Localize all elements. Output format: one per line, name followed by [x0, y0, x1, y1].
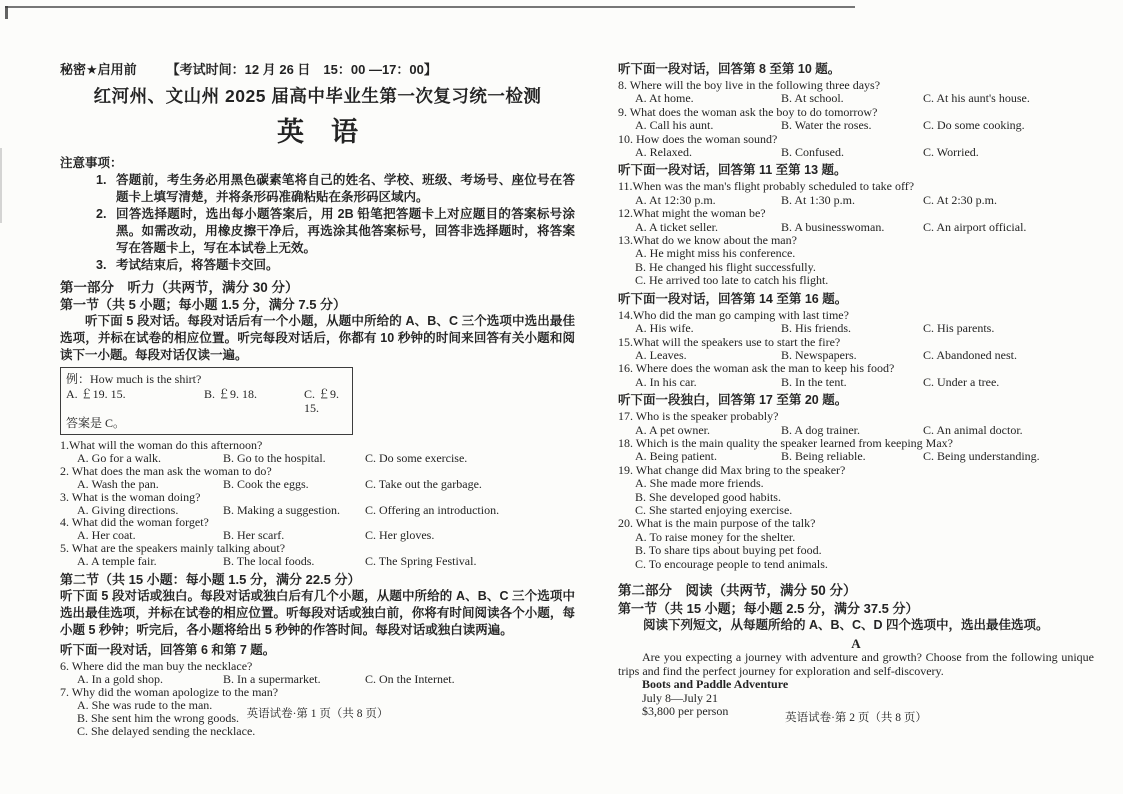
option: A. At 12:30 p.m. — [635, 192, 716, 207]
notice-item-3 — [96, 257, 575, 274]
option: B. In the tent. — [781, 374, 847, 389]
question — [60, 516, 575, 542]
option: A. To raise money for the shelter. — [635, 529, 796, 544]
dialog-instruction: 听下面一段独白，回答第 17 至第 20 题。 — [618, 393, 848, 408]
option: A. Call his aunt. — [635, 118, 714, 133]
question-options — [635, 477, 1094, 517]
part1-section1-instructions: 听下面 5 段对话。每段对话后有一个小题，从题中所给的 A、B、C 三个选项中选出最佳选项，并标在试卷的相应位置。听完每段对话后，你都有 10 秒钟的时间来回答有关小题和阅读下一小题。每段对话仅读一遍。 — [60, 314, 575, 362]
trip-dates: July 8—July 21 — [642, 690, 719, 705]
option: B. At 1:30 p.m. — [781, 192, 856, 207]
question-text: 14.Who did the man go camping with last time? — [618, 307, 849, 322]
option: B. She sent him the wrong goods. — [77, 710, 239, 725]
question-text: 10. How does the woman sound? — [618, 131, 778, 146]
notice-item-1 — [96, 172, 575, 206]
option: A. In his car. — [635, 374, 697, 389]
notice-item-text: 回答选择题时，选出每小题答案后，用 2B 铅笔把答题卡上对应题目的答案标号涂黑。如需改动，用橡皮擦干净后，再选涂其他答案标号，回答非选择题时，将答案写在答题卡上，写在本试卷上无效。 — [116, 207, 575, 255]
page-1 — [60, 62, 575, 738]
option: A. Her coat. — [77, 528, 136, 543]
option: C. Take out the garbage. — [365, 476, 482, 491]
option: A. She was rude to the man. — [77, 697, 213, 712]
notice-item-number: 3. — [96, 258, 107, 272]
question-options — [635, 92, 1094, 105]
question-text: 11.When was the man's flight probably scheduled to take off? — [618, 179, 915, 194]
option: A. A temple fair. — [77, 554, 157, 569]
option: C. Being understanding. — [923, 449, 1040, 464]
question-options — [635, 424, 1094, 437]
option: A. Being patient. — [635, 449, 717, 464]
question-text: 2. What does the man ask the woman to do? — [60, 463, 272, 478]
questions-1-5 — [60, 439, 575, 568]
option: B. Her scarf. — [223, 528, 285, 543]
option: C. At his aunt's house. — [923, 91, 1030, 106]
example-answer: 答案是 C。 — [66, 415, 126, 430]
option: B. To share tips about buying pet food. — [635, 543, 822, 558]
option: B. Newspapers. — [781, 347, 857, 362]
question — [60, 660, 575, 686]
question — [60, 465, 575, 491]
option: B. Being reliable. — [781, 449, 866, 464]
example-option-a: A. ￡19. 15. — [66, 386, 126, 401]
part2-instructions: 阅读下列短文，从每题所给的 A、B、C、D 四个选项中，选出最佳选项。 — [643, 618, 1049, 632]
question-options — [635, 376, 1094, 389]
option: B. In a supermarket. — [223, 671, 321, 686]
option: C. Do some exercise. — [365, 450, 468, 465]
option: A. Giving directions. — [77, 502, 179, 517]
listening-groups — [618, 62, 1094, 571]
question-options — [635, 531, 1094, 571]
question-options — [77, 673, 575, 686]
question — [618, 133, 1094, 160]
option: B. She developed good habits. — [635, 489, 781, 504]
question — [618, 180, 1094, 207]
option: C. The Spring Festival. — [365, 554, 477, 569]
question — [60, 439, 575, 465]
example-box — [60, 367, 353, 435]
security-label: 秘密★启用前 — [60, 62, 137, 77]
question — [60, 542, 575, 568]
scan-artifact-top-line — [5, 6, 855, 8]
question-text: 4. What did the woman forget? — [60, 515, 209, 530]
example-options — [66, 387, 347, 416]
notice-label: 注意事项： — [60, 156, 123, 170]
question-text: 16. Where does the woman ask the man to keep his food? — [618, 361, 895, 376]
page1-footer: 英语试卷·第 1 页（共 8 页） — [246, 708, 389, 720]
option: B. At school. — [781, 91, 844, 106]
option: A. His wife. — [635, 321, 694, 336]
question — [618, 517, 1094, 571]
notice-item-2 — [96, 206, 575, 257]
question-options — [635, 349, 1094, 362]
option: C. Do some cooking. — [923, 118, 1025, 133]
option: C. She started enjoying exercise. — [635, 502, 793, 517]
question-text: 9. What does the woman ask the boy to do tomorrow? — [618, 104, 878, 119]
question — [618, 336, 1094, 363]
part1-section1-heading: 第一节（共 5 小题；每小题 1.5 分，满分 7.5 分） — [60, 297, 347, 312]
option: A. A ticket seller. — [635, 219, 718, 234]
question — [618, 437, 1094, 464]
option: C. Worried. — [923, 145, 979, 160]
option: B. Confused. — [781, 145, 844, 160]
exam-title: 红河州、文山州 2025 届高中毕业生第一次复习统一检测 — [93, 86, 542, 106]
option: C. On the Internet. — [365, 671, 455, 686]
notice-item-number: 2. — [96, 207, 107, 221]
question — [618, 207, 1094, 234]
option: A. He might miss his conference. — [635, 246, 796, 261]
option: C. Her gloves. — [365, 528, 435, 543]
option: B. A businesswoman. — [781, 219, 885, 234]
question-options — [635, 119, 1094, 132]
option: C. An animal doctor. — [923, 422, 1023, 437]
notice-list — [96, 172, 575, 274]
question — [618, 410, 1094, 437]
question-options — [635, 221, 1094, 234]
option: C. At 2:30 p.m. — [923, 192, 998, 207]
dialog-instruction: 听下面一段对话，回答第 14 至第 16 题。 — [618, 291, 848, 306]
exam-time-label: 【考试时间：12 月 26 日 15：00 —17：00】 — [166, 62, 437, 77]
question — [618, 79, 1094, 106]
dialog-6-7-instruction: 听下面一段对话，回答第 6 和第 7 题。 — [60, 643, 276, 658]
option: C. To encourage people to tend animals. — [635, 556, 828, 571]
option: B. Cook the eggs. — [223, 476, 309, 491]
example-question: 例：How much is the shirt? — [66, 372, 202, 386]
question — [60, 491, 575, 517]
question-text: 19. What change did Max bring to the speaker? — [618, 462, 846, 477]
question-text: 17. Who is the speaker probably? — [618, 409, 779, 424]
option: A. In a gold shop. — [77, 671, 163, 686]
option: A. A pet owner. — [635, 422, 710, 437]
part1-section2-heading: 第二节（共 15 小题：每小题 1.5 分，满分 22.5 分） — [60, 572, 361, 588]
option: A. Go for a walk. — [77, 450, 161, 465]
question-options — [77, 555, 575, 568]
option: A. Relaxed. — [635, 145, 692, 160]
question-options — [635, 146, 1094, 159]
option: A. Wash the pan. — [77, 476, 159, 491]
notice-item-number: 1. — [96, 173, 107, 187]
example-option-b: B. ￡9. 18. — [204, 386, 258, 401]
page-2 — [618, 58, 1094, 719]
option: B. He changed his flight successfully. — [635, 259, 816, 274]
notice-item-text: 考试结束后，将答题卡交回。 — [116, 258, 279, 272]
question-options — [635, 322, 1094, 335]
option: C. Offering an introduction. — [365, 502, 500, 517]
trip-title: Boots and Paddle Adventure — [642, 677, 789, 692]
part2-heading: 第二部分 阅读（共两节，满分 50 分） — [618, 583, 857, 598]
option: C. An airport official. — [923, 219, 1027, 234]
notice-item-text: 答题前，考生务必用黑色碳素笔将自己的姓名、学校、班级、考场号、座位号在答题卡上填写清楚，并将条形码准确粘贴在条形码区域内。 — [116, 173, 575, 204]
example-option-c: C. ￡9. 15. — [304, 386, 340, 415]
dialog-instruction: 听下面一段对话，回答第 8 至第 10 题。 — [618, 62, 841, 76]
question-options — [635, 194, 1094, 207]
question-text: 6. Where did the man buy the necklace? — [60, 659, 253, 674]
question — [618, 362, 1094, 389]
question-text: 1.What will the woman do this afternoon? — [60, 438, 263, 452]
questions-6-7 — [60, 660, 575, 737]
page2-footer: 英语试卷·第 2 页（共 8 页） — [785, 712, 927, 724]
option: B. His friends. — [781, 321, 851, 336]
scan-artifact-corner — [5, 6, 8, 19]
question-text: 7. Why did the woman apologize to the man? — [60, 684, 279, 699]
question-text: 18. Which is the main quality the speaker learned from keeping Max? — [618, 435, 954, 450]
option: C. Abandoned nest. — [923, 347, 1017, 362]
passage-label: A — [851, 636, 861, 651]
dialog-instruction: 听下面一段对话，回答第 11 至第 13 题。 — [618, 163, 847, 178]
option: A. At home. — [635, 91, 694, 106]
question-text: 3. What is the woman doing? — [60, 489, 201, 504]
option: B. The local foods. — [223, 554, 315, 569]
option: A. Leaves. — [635, 347, 687, 362]
question — [618, 309, 1094, 336]
question-text: 5. What are the speakers mainly talking about? — [60, 541, 286, 556]
question — [618, 106, 1094, 133]
option: C. She delayed sending the necklace. — [77, 723, 256, 738]
question-options — [77, 478, 575, 491]
part1-heading: 第一部分 听力（共两节，满分 30 分） — [60, 280, 299, 295]
question-text: 13.What do we know about the man? — [618, 233, 797, 248]
question — [618, 234, 1094, 288]
option: C. His parents. — [923, 321, 995, 336]
question-options — [77, 452, 575, 465]
question-options — [635, 450, 1094, 463]
option: B. Water the roses. — [781, 118, 872, 133]
question-text: 12.What might the woman be? — [618, 206, 766, 221]
question-text: 15.What will the speakers use to start the fire? — [618, 334, 841, 349]
option: B. A dog trainer. — [781, 422, 860, 437]
page1-header-row — [60, 62, 575, 78]
exam-subject: 英 语 — [277, 117, 358, 147]
scan-artifact-left-dash — [0, 148, 2, 223]
question-text: 20. What is the main purpose of the talk? — [618, 516, 816, 531]
question — [618, 464, 1094, 518]
option: C. Under a tree. — [923, 374, 1000, 389]
part1-section2-instructions: 听下面 5 段对话或独白。每段对话或独白后有几个小题，从题中所给的 A、B、C 三个选项中选出最佳选项，并标在试卷的相应位置。听每段对话或独白前，你将有时间阅读各个小题，每小题 5 秒钟；听完后，各小题将给出 5 秒钟的作答时间。每段对话或独白读两遍。 — [60, 589, 575, 638]
question-options — [635, 247, 1094, 287]
part2-section1-heading: 第一节（共 15 小题；每小题 2.5 分，满分 37.5 分） — [618, 601, 919, 616]
trip-price: $3,800 per person — [642, 704, 729, 719]
option: C. He arrived too late to catch his flight. — [635, 273, 829, 288]
question-text: 8. Where will the boy live in the following three days? — [618, 78, 881, 92]
passage-intro: Are you expecting a journey with adventure and growth? Choose from the following unique trips and find the perfect journey for exploration and self-discovery. — [618, 650, 1094, 678]
option: B. Making a suggestion. — [223, 502, 340, 517]
option: B. Go to the hospital. — [223, 450, 326, 465]
option: A. She made more friends. — [635, 476, 764, 491]
